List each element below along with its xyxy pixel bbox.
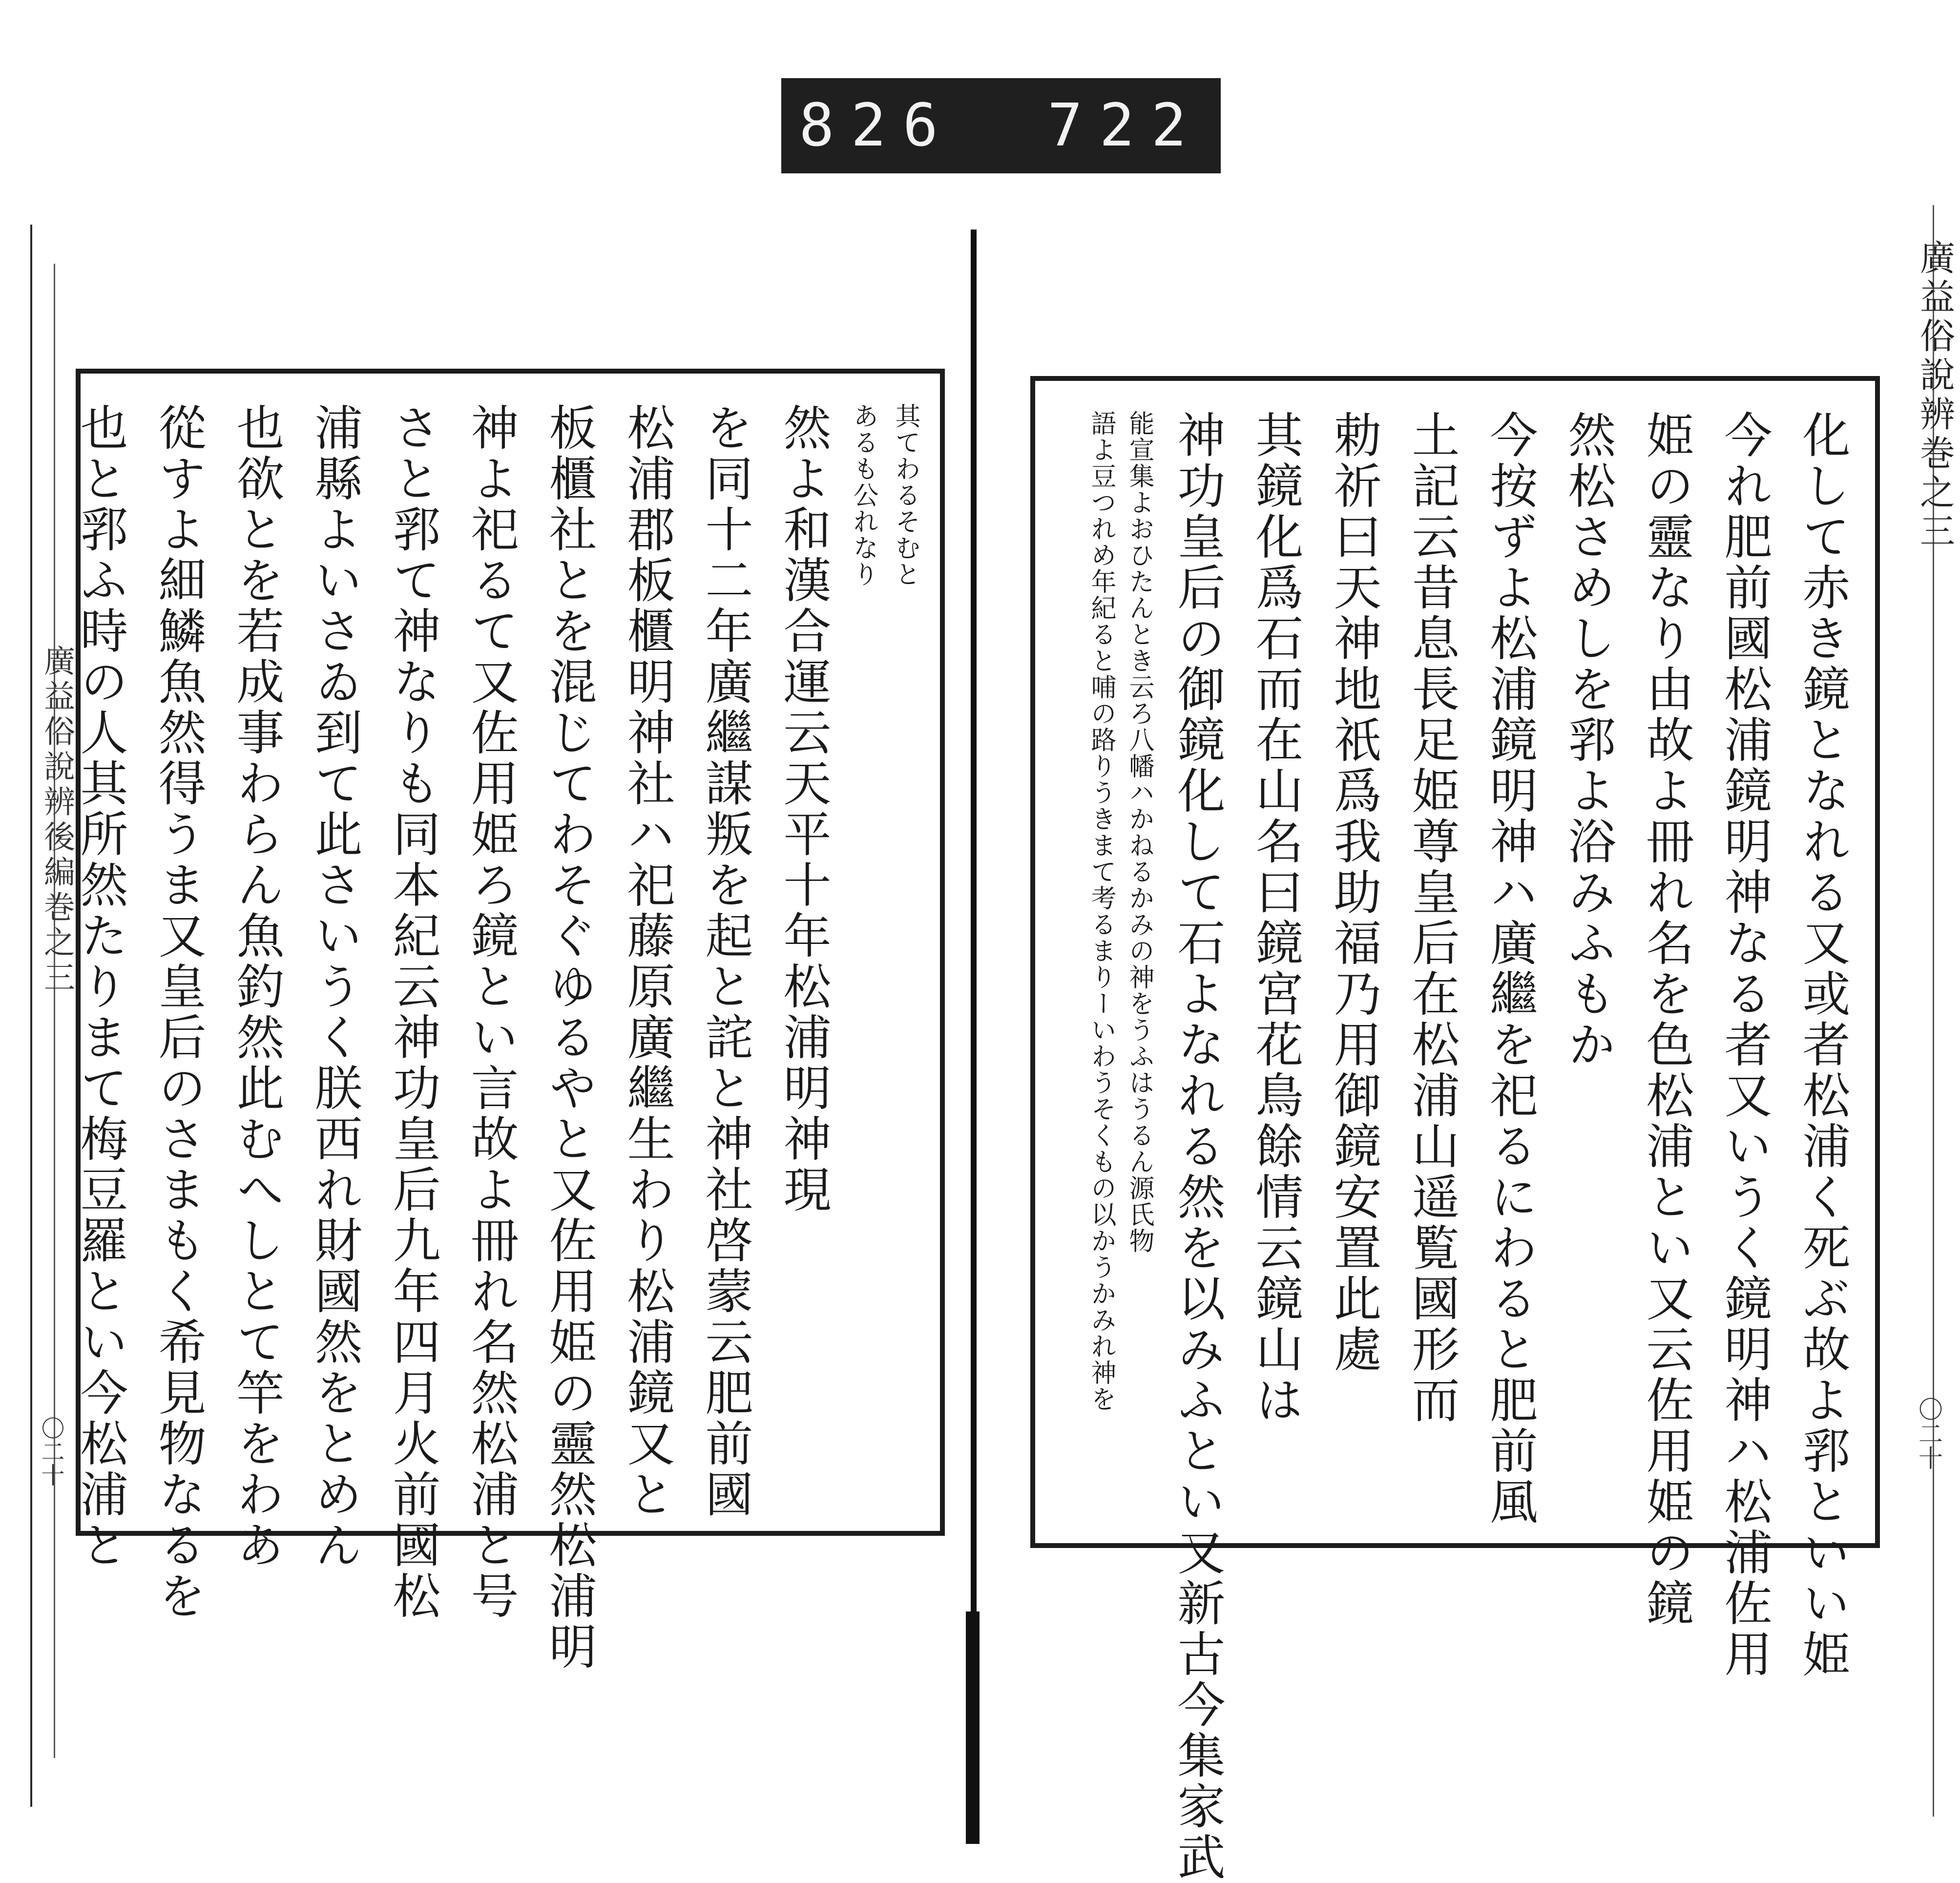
text-column: 姫の靈なり由故よ冊れ名を色松浦とい又云佐用姫の鏡 bbox=[1638, 410, 1694, 1629]
text-column: 也と郛ふ時の人其所然たりまて梅豆羅とい今松浦と bbox=[72, 403, 128, 1571]
film-frame-number-right: 722 bbox=[1047, 92, 1203, 160]
right-edge-title: 廣益俗說辨巻之三 bbox=[1914, 239, 1955, 552]
left-edge-inner-rule bbox=[54, 264, 55, 1758]
text-column: 松浦郡板櫃明神社ハ祀藤原廣繼生わり松浦鏡又と bbox=[619, 403, 675, 1520]
book-gutter-shadow bbox=[966, 1611, 980, 1844]
left-page bbox=[72, 369, 945, 1673]
text-column: 板櫃社とを混じてわそぐゆるやと又佐用姫の靈然松浦明 bbox=[541, 403, 597, 1673]
right-page-text bbox=[1049, 410, 1861, 1883]
text-column: 化して赤き鏡となれる又或者松浦く死ぶ故よ郛といい姫 bbox=[1794, 410, 1850, 1680]
text-column: を同十二年廣繼謀叛を起と詫と神社啓蒙云肥前國 bbox=[697, 403, 753, 1520]
text-column: さと郛て神なりも同本紀云神功皇后九年四月火前國松 bbox=[385, 403, 440, 1622]
right-book-edge bbox=[1909, 205, 1953, 1817]
left-page-text bbox=[72, 403, 926, 1673]
text-column: 其鏡化爲石而在山名曰鏡宮花鳥餘情云鏡山は bbox=[1248, 410, 1303, 1426]
book-gutter bbox=[971, 230, 977, 1844]
right-edge-page-marker: 〇二十 bbox=[1915, 1397, 1943, 1470]
text-column: 神功皇后の御鏡化して石よなれる然を以みふとい又新古今集家武 bbox=[1169, 410, 1225, 1883]
text-column: 也欲とを若成事わらん魚釣然此むへしとて竿をわあ bbox=[229, 403, 284, 1571]
film-frame-number-left: 826 bbox=[799, 92, 955, 160]
text-column: 今れ肥前國松浦鏡明神なる者又いうく鏡明神ハ松浦佐用 bbox=[1716, 410, 1772, 1680]
right-page bbox=[1030, 376, 1880, 1883]
text-column-note: 能宣集よおひたんとき云ろ八幡ハかねるかみの神をうふはうるん源氏物 bbox=[1125, 410, 1154, 1254]
left-edge-title: 廣益俗說辨後編巻之三 bbox=[39, 645, 75, 996]
text-column: 浦縣よいさゐ到て此さいうく朕西れ財國然をとめん bbox=[307, 403, 362, 1571]
text-column: 神よ祀るて又佐用姫ろ鏡とい言故よ冊れ名然松浦と号 bbox=[463, 403, 519, 1622]
text-column-note: 語よ豆つれめ年紀ると哺の路りうきまて考るまりーいわうそくもの以かうかみれ神を bbox=[1086, 410, 1116, 1412]
text-column: 勅祈曰天神地祇爲我助福乃用御鏡安置此處 bbox=[1326, 410, 1381, 1375]
left-edge-page-marker: 〇二十 bbox=[37, 1416, 64, 1486]
left-edge-rule bbox=[30, 225, 32, 1807]
text-column: あるも公れなり bbox=[849, 403, 878, 587]
text-column: 然よ和漢合運云天平十年松浦明神現 bbox=[775, 403, 831, 1215]
text-column: 今按ずよ松浦鏡明神ハ廣繼を祀るにわると肥前風 bbox=[1482, 410, 1538, 1527]
text-column: 然松さめしを郛よ浴みふもか bbox=[1560, 410, 1616, 1070]
film-reel-label bbox=[781, 78, 1221, 173]
text-column: 從すよ細鱗魚然得うま又皇后のさまもく希見物なるを bbox=[150, 403, 206, 1622]
text-column: 其てわるそむと bbox=[891, 403, 920, 587]
text-column: 土記云昔息長足姫尊皇后在松浦山遥覧國形而 bbox=[1404, 410, 1460, 1426]
